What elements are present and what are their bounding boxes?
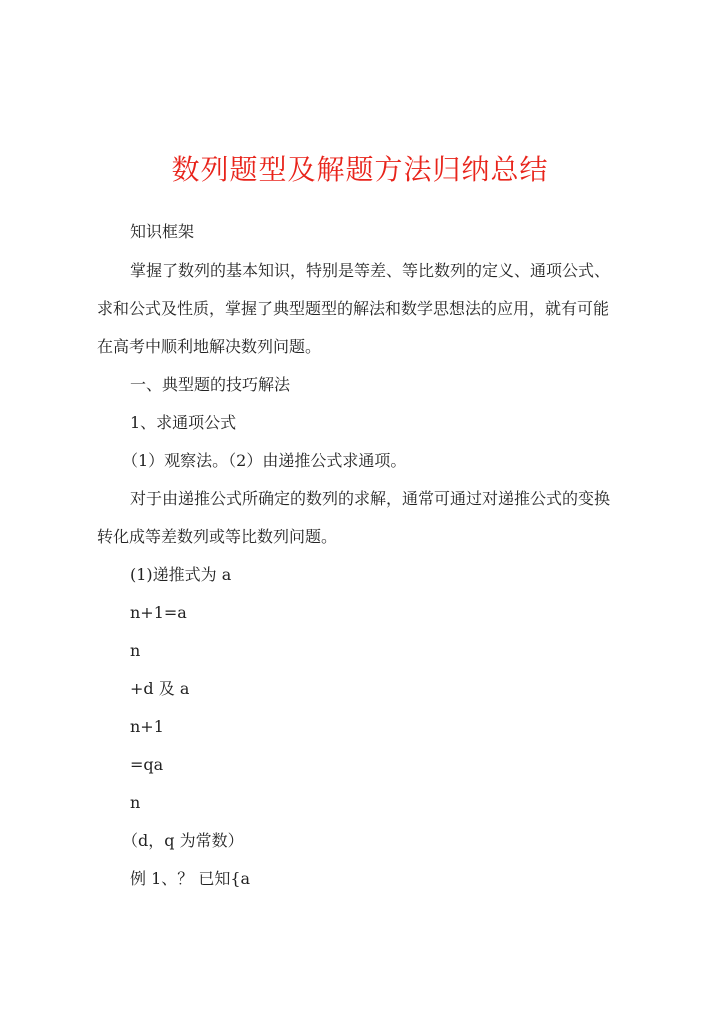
- paragraph-line: 在高考中顺利地解决数列问题。: [97, 337, 322, 356]
- formula-line: n: [130, 793, 141, 812]
- subsection-heading: 1、求通项公式: [130, 413, 237, 432]
- section-heading: 一、典型题的技巧解法: [130, 375, 291, 394]
- example-line: 例 1、？ 已知{a: [130, 869, 251, 888]
- formula-line: n: [130, 641, 141, 660]
- formula-line: n+1=a: [130, 603, 187, 622]
- paragraph-line: （1）观察法。（2）由递推公式求通项。: [122, 451, 407, 470]
- document-title: 数列题型及解题方法归纳总结: [171, 153, 549, 186]
- paragraph-heading-knowledge-framework: 知识框架: [130, 222, 195, 241]
- paragraph-line: 对于由递推公式所确定的数列的求解，通常可通过对递推公式的变换: [130, 489, 611, 508]
- formula-line: （d，q 为常数）: [122, 831, 244, 850]
- formula-line: (1)递推式为 a: [130, 565, 232, 584]
- paragraph-line: 掌握了数列的基本知识，特别是等差、等比数列的定义、通项公式、: [130, 261, 611, 280]
- paragraph-line: 求和公式及性质，掌握了典型题型的解法和数学思想法的应用，就有可能: [97, 299, 610, 318]
- formula-line: =qa: [130, 755, 164, 774]
- formula-line: +d 及 a: [130, 679, 190, 698]
- formula-line: n+1: [130, 717, 164, 736]
- paragraph-line: 转化成等差数列或等比数列问题。: [97, 527, 338, 546]
